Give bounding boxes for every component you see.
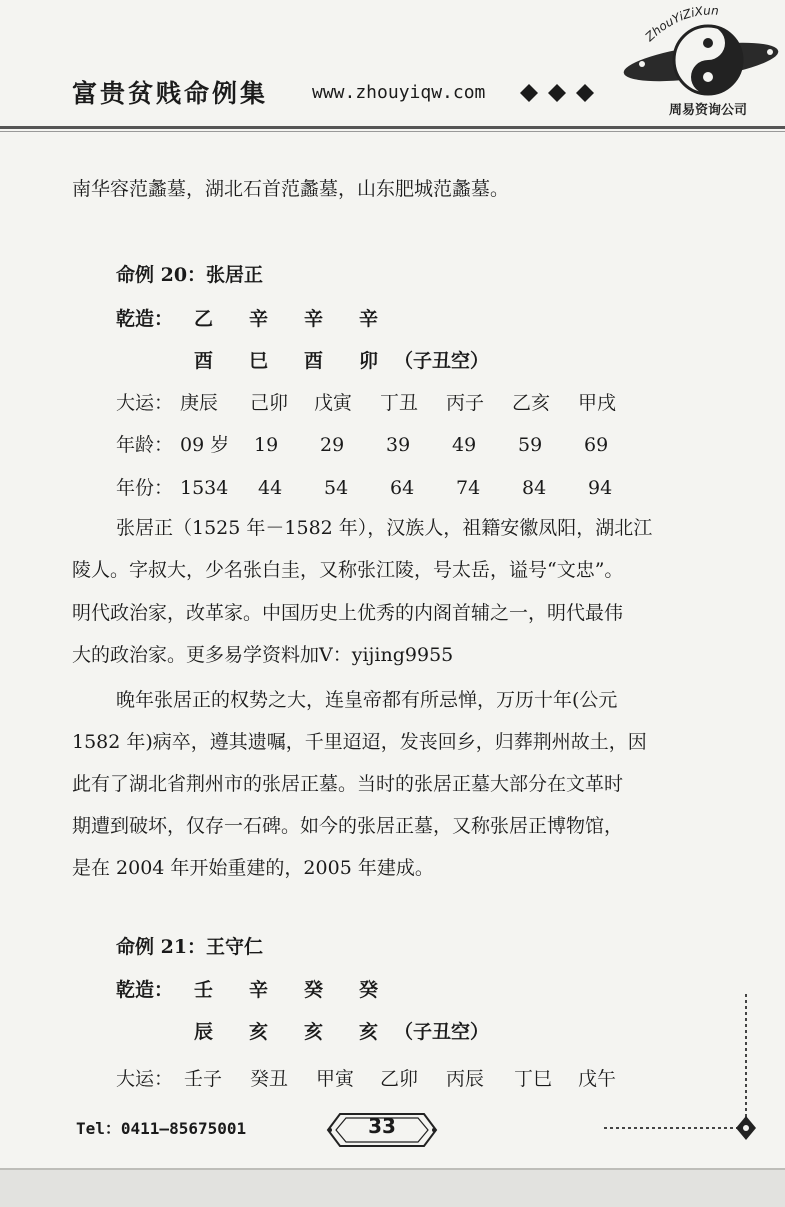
dayun-5: 丙辰 [446,1068,485,1090]
dayun-6: 乙亥 [512,392,551,414]
page-number: 33 [368,1114,396,1138]
book-title: 富贵贫贱命例集 [72,79,269,108]
stem-3: 辛 [304,308,324,330]
company-logo-icon [612,0,785,128]
bio-para2-line1: 晚年张居正的权势之大，连皇帝都有所忌惮，万历十年(公元 [116,689,618,711]
page-bottom-band [0,1168,785,1207]
age-label: 年龄： [116,434,174,456]
stem-4: 癸 [359,979,379,1001]
diamond-ornament-icon [520,84,602,102]
stem-4: 辛 [359,308,379,330]
age-6: 59 [518,434,543,456]
footer-telephone: Tel：0411—85675001 [76,1119,247,1138]
dayun-3: 戊寅 [314,392,353,414]
bio-para1-line4: 大的政治家。更多易学资料加V：yijing9955 [72,644,454,666]
branch-2: 亥 [249,1021,269,1043]
dayun-6: 丁巳 [514,1068,553,1090]
bio-para1-line1: 张居正（1525 年－1582 年），汉族人，祖籍安徽凤阳，湖北江 [116,517,653,539]
dayun-label: 大运： [116,1068,174,1090]
branch-4: 亥 [359,1021,379,1043]
branch-1: 酉 [194,350,214,372]
age-2: 19 [254,434,279,456]
bio-para2-line2: 1582 年)病卒，遵其遗嘱，千里迢迢，发丧回乡，归葬荆州故土，因 [72,731,647,753]
stem-1: 乙 [194,308,214,330]
dayun-1: 壬子 [184,1068,223,1090]
year-3: 54 [324,477,349,499]
logo-arc-text: ZhouYiZiXun [642,3,719,45]
kong-note: （子丑空） [394,1021,490,1043]
year-6: 84 [522,477,547,499]
branch-3: 酉 [304,350,324,372]
branch-1: 辰 [194,1021,214,1043]
dayun-label: 大运： [116,392,174,414]
dayun-2: 癸丑 [250,1068,289,1090]
case20-title: 命例 20：张居正 [116,264,264,286]
year-2: 44 [258,477,283,499]
age-3: 29 [320,434,345,456]
age-7: 69 [584,434,609,456]
branch-3: 亥 [304,1021,324,1043]
branch-2: 巳 [249,350,269,372]
corner-ornament-icon [600,990,770,1140]
stem-2: 辛 [249,308,269,330]
bio-para2-line3: 此有了湖北省荆州市的张居正墓。当时的张居正墓大部分在文革时 [72,773,624,795]
year-7: 94 [588,477,613,499]
website-url[interactable]: www.zhouyiqw.com [312,82,486,103]
dayun-3: 甲寅 [316,1068,355,1090]
dayun-5: 丙子 [446,392,485,414]
age-4: 39 [386,434,411,456]
qianzao-label: 乾造： [116,979,174,1001]
stem-2: 辛 [249,979,269,1001]
branch-4: 卯 [359,350,379,372]
dayun-2: 己卯 [250,392,289,414]
dayun-4: 乙卯 [380,1068,419,1090]
age-1: 09 岁 [180,434,230,456]
bio-para1-line3: 明代政治家，改革家。中国历史上优秀的内阁首辅之一，明代最伟 [72,602,624,624]
page-bottom-band-edge [0,1168,785,1170]
bio-para2-line5: 是在 2004 年开始重建的，2005 年建成。 [72,857,434,879]
qianzao-label: 乾造： [116,308,174,330]
header-rule [0,126,785,129]
bio-para1-line2: 陵人。字叔大，少名张白圭，又称张江陵，号太岳，谥号“文忠”。 [72,559,624,581]
dayun-4: 丁丑 [380,392,419,414]
dayun-7: 戊午 [578,1068,617,1090]
age-5: 49 [452,434,477,456]
logo-bottom-text: 周易资询公司 [668,103,748,118]
year-1: 1534 [180,477,229,499]
dayun-7: 甲戌 [578,392,617,414]
year-5: 74 [456,477,481,499]
dayun-1: 庚辰 [180,392,219,414]
year-label: 年份： [116,477,174,499]
kong-note: （子丑空） [394,350,490,372]
bio-para2-line4: 期遭到破坏，仅存一石碑。如今的张居正墓，又称张居正博物馆， [72,815,624,837]
stem-3: 癸 [304,979,324,1001]
header-rule-thin [0,131,785,132]
intro-line: 南华容范蠡墓，湖北石首范蠡墓，山东肥城范蠡墓。 [72,178,510,200]
case21-title: 命例 21：王守仁 [116,936,264,958]
year-4: 64 [390,477,415,499]
stem-1: 壬 [194,979,214,1001]
